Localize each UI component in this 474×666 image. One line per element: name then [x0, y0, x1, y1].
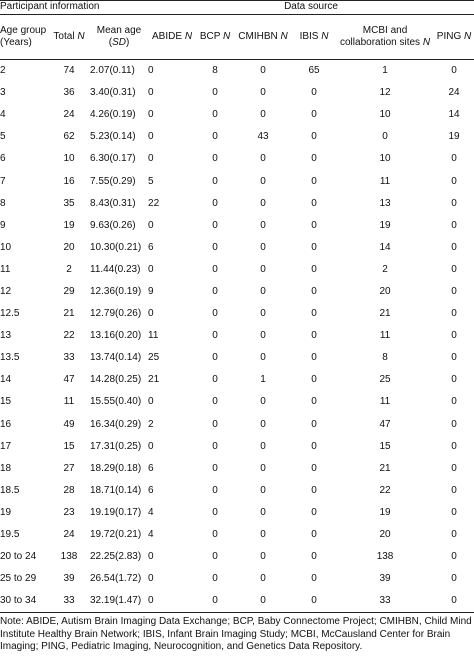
- mcbi-cell: 21: [379, 462, 391, 474]
- age-group-cell: 12: [0, 285, 12, 297]
- bcp-cell: 0: [212, 263, 218, 275]
- ibis-cell: 0: [311, 484, 317, 496]
- data-source-header: Data source: [148, 1, 474, 15]
- mcbi-cell: 19: [379, 219, 391, 231]
- mean-age-cell: 13.74(0.14): [90, 352, 142, 364]
- bcp-cell: 0: [212, 418, 218, 430]
- total-n-cell: 23: [63, 506, 75, 518]
- age-group-cell: 10: [0, 241, 12, 253]
- age-group-cell: 18: [0, 462, 12, 474]
- mean-age-cell: 2.07(0.11): [90, 65, 135, 77]
- total-n-cell: 22: [63, 330, 75, 342]
- mean-age-cell: 12.79(0.26): [90, 308, 142, 320]
- abide-cell: 0: [148, 263, 154, 275]
- cmihbn-cell: 0: [260, 506, 266, 518]
- mean-age-cell: 11.44(0.23): [90, 263, 141, 275]
- ibis-cell: 0: [311, 131, 317, 143]
- total-n-cell: 39: [63, 573, 75, 585]
- bcp-cell: 0: [212, 87, 218, 99]
- bcp-cell: 0: [212, 153, 218, 165]
- abide-cell: 4: [148, 506, 154, 518]
- cmihbn-cell: 0: [260, 65, 266, 77]
- table-row: [0, 480, 474, 502]
- cmihbn-cell: 0: [260, 352, 266, 364]
- total-n-cell: 62: [63, 131, 75, 143]
- abide-cell: 0: [148, 131, 154, 143]
- cmihbn-cell: 0: [260, 573, 266, 585]
- total-n-cell: 33: [63, 352, 75, 364]
- mcbi-cell: 10: [379, 109, 391, 121]
- cmihbn-cell: 0: [260, 109, 266, 121]
- mean-age-cell: 5.23(0.14): [90, 131, 136, 143]
- mean-age-cell: 16.34(0.29): [90, 418, 142, 430]
- mcbi-cell: 11: [379, 330, 391, 342]
- ibis-cell: 0: [311, 175, 317, 187]
- age-group-cell: 7: [0, 175, 6, 187]
- age-group-cell: 15: [0, 396, 12, 408]
- age-group-cell: 19.5: [0, 529, 20, 541]
- ibis-cell: 0: [311, 551, 317, 563]
- bcp-cell: 0: [212, 285, 218, 297]
- age-group-cell: 5: [0, 131, 6, 143]
- total-n-cell: 29: [63, 285, 75, 297]
- abide-cell: 0: [148, 396, 154, 408]
- mcbi-cell: 12: [379, 87, 391, 99]
- table-body: [0, 60, 474, 613]
- abide-cell: 0: [148, 440, 154, 452]
- bcp-cell: 0: [212, 197, 218, 209]
- total-n-cell: 24: [63, 529, 75, 541]
- ibis-cell: 65: [308, 65, 320, 77]
- total-n-cell: 33: [48, 590, 90, 613]
- ping-cell: 0: [451, 551, 457, 563]
- bcp-cell: 0: [212, 175, 218, 187]
- ping-cell: 0: [451, 374, 457, 386]
- total-n-cell: 49: [63, 418, 75, 430]
- total-n-cell: 36: [63, 87, 75, 99]
- table-row: [0, 193, 474, 215]
- ibis-cell: 0: [311, 506, 317, 518]
- group-header-row: [0, 1, 474, 15]
- table-row: [0, 590, 474, 613]
- mcbi-cell: 20: [379, 529, 391, 541]
- table-row: [0, 391, 474, 413]
- age-group-cell: 2: [0, 65, 6, 77]
- mcbi-cell: 11: [379, 396, 391, 408]
- cmihbn-cell: 0: [260, 551, 266, 563]
- ibis-cell: 0: [311, 87, 317, 99]
- bcp-cell: 0: [212, 219, 218, 231]
- abide-cell: 21: [148, 374, 160, 386]
- mcbi-cell: 11: [379, 175, 391, 187]
- ping-cell: 0: [451, 285, 457, 297]
- bcp-cell: 0: [212, 440, 218, 452]
- ibis-cell: 0: [311, 197, 317, 209]
- table-row: [0, 60, 474, 83]
- table-row: [0, 568, 474, 590]
- age-group-cell: 11: [0, 263, 11, 275]
- mcbi-cell: 10: [379, 153, 391, 165]
- participant-information-header: Participant information: [0, 1, 148, 15]
- ibis-cell: 0: [292, 590, 336, 613]
- table-row: [0, 524, 474, 546]
- mean-age-cell: 18.29(0.18): [90, 462, 142, 474]
- total-n-cell: 138: [60, 551, 78, 563]
- mean-age-cell: 19.19(0.17): [90, 506, 142, 518]
- abide-cell: 2: [148, 418, 154, 430]
- ibis-cell: 0: [311, 109, 317, 121]
- total-n-cell: 15: [63, 440, 75, 452]
- age-group-cell: 9: [0, 219, 6, 231]
- ping-cell: 19: [448, 131, 460, 143]
- total-n-header: Total N: [48, 15, 90, 60]
- ibis-cell: 0: [311, 219, 317, 231]
- table-row: [0, 148, 474, 170]
- table-row: [0, 502, 474, 524]
- mean-age-cell: 17.31(0.25): [90, 440, 142, 452]
- ibis-header: IBIS N: [292, 15, 336, 60]
- bcp-cell: 0: [212, 241, 218, 253]
- table-row: [0, 82, 474, 104]
- ping-cell: 24: [448, 87, 460, 99]
- mean-age-cell: 32.19(1.47): [90, 590, 148, 613]
- ibis-cell: 0: [311, 330, 317, 342]
- ibis-cell: 0: [311, 285, 317, 297]
- abide-cell: 0: [148, 109, 154, 121]
- total-n-cell: 35: [63, 197, 75, 209]
- bcp-cell: 0: [212, 551, 218, 563]
- mcbi-cell: 25: [379, 374, 391, 386]
- abide-cell: 0: [148, 153, 154, 165]
- table-row: [0, 325, 474, 347]
- abide-cell: 5: [148, 175, 154, 187]
- total-n-cell: 47: [63, 374, 75, 386]
- mean-age-cell: 26.54(1.72): [90, 573, 142, 585]
- age-group-cell: 13.5: [0, 352, 20, 364]
- cmihbn-header: CMIHBN N: [234, 15, 292, 60]
- bcp-header: BCP N: [196, 15, 234, 60]
- table-row: [0, 369, 474, 391]
- total-n-cell: 19: [63, 219, 75, 231]
- table-note: Note: ABIDE, Autism Brain Imaging Data Exchange; BCP, Baby Connectome Project; CMIHBN, Child Mind Institute Healthy Brain Network; IBIS, Infant Brain Imaging Study; MCBI, McCausland Center for Brain Imaging; PING, Pediatric Imaging, Neurocognition, and Genetics Data Repository.: [0, 616, 472, 653]
- mean-age-cell: 22.25(2.83): [90, 551, 142, 563]
- bcp-cell: 0: [212, 131, 218, 143]
- ping-cell: 0: [451, 352, 457, 364]
- mcbi-cell: 39: [379, 573, 391, 585]
- ibis-cell: 0: [311, 153, 317, 165]
- mcbi-cell: 14: [379, 241, 391, 253]
- ibis-cell: 0: [311, 573, 317, 585]
- cmihbn-cell: 0: [260, 418, 266, 430]
- column-header-row: [0, 15, 474, 60]
- abide-cell: 6: [148, 241, 154, 253]
- cmihbn-cell: 0: [260, 462, 266, 474]
- ibis-cell: 0: [311, 308, 317, 320]
- table-row: [0, 436, 474, 458]
- mean-age-cell: 13.16(0.20): [90, 330, 142, 342]
- cmihbn-cell: 0: [260, 197, 266, 209]
- table-row: [0, 281, 474, 303]
- bcp-cell: 0: [212, 573, 218, 585]
- total-n-cell: 27: [63, 462, 75, 474]
- mcbi-cell: 19: [379, 506, 391, 518]
- age-group-cell: 3: [0, 87, 6, 99]
- ping-cell: 0: [434, 590, 474, 613]
- age-group-cell: 12.5: [0, 308, 20, 320]
- mcbi-cell: 33: [336, 590, 434, 613]
- ibis-cell: 0: [311, 263, 317, 275]
- ping-cell: 0: [451, 418, 457, 430]
- age-group-cell: 25 to 29: [0, 573, 37, 585]
- ping-cell: 0: [451, 484, 457, 496]
- mean-age-cell: 7.55(0.29): [90, 175, 136, 187]
- mcbi-cell: 2: [382, 263, 388, 275]
- mean-age-header: Mean age (SD): [90, 15, 148, 60]
- ping-cell: 0: [451, 263, 457, 275]
- abide-cell: 0: [148, 308, 154, 320]
- mcbi-cell: 47: [379, 418, 391, 430]
- abide-cell: 25: [148, 352, 160, 364]
- table-row: [0, 546, 474, 568]
- table-row: [0, 303, 474, 325]
- ping-cell: 0: [451, 308, 457, 320]
- mcbi-header: MCBI and collaboration sites N: [336, 15, 434, 60]
- total-n-cell: 20: [63, 241, 75, 253]
- total-n-cell: 74: [63, 65, 75, 77]
- table-row: [0, 104, 474, 126]
- table-row: [0, 126, 474, 148]
- table-row: [0, 259, 474, 281]
- ping-header: PING N: [434, 15, 474, 60]
- mcbi-cell: 20: [379, 285, 391, 297]
- table-row: [0, 347, 474, 369]
- table-row: [0, 458, 474, 480]
- abide-cell: 9: [148, 285, 154, 297]
- total-n-cell: 16: [63, 175, 75, 187]
- mean-age-cell: 10.30(0.21): [90, 241, 142, 253]
- cmihbn-cell: 0: [260, 285, 266, 297]
- mean-age-cell: 4.26(0.19): [90, 109, 136, 121]
- ping-cell: 0: [451, 440, 457, 452]
- table-row: [0, 237, 474, 259]
- mcbi-cell: 22: [379, 484, 391, 496]
- abide-header: ABIDE N: [148, 15, 196, 60]
- ping-cell: 0: [451, 65, 457, 77]
- abide-cell: 0: [148, 65, 154, 77]
- mcbi-cell: 138: [376, 551, 394, 563]
- bcp-cell: 0: [196, 590, 234, 613]
- ping-cell: 0: [451, 462, 457, 474]
- total-n-cell: 10: [63, 153, 75, 165]
- bcp-cell: 0: [212, 396, 218, 408]
- mean-age-cell: 9.63(0.26): [90, 219, 136, 231]
- cmihbn-cell: 43: [257, 131, 269, 143]
- ibis-cell: 0: [311, 374, 317, 386]
- bcp-cell: 0: [212, 484, 218, 496]
- abide-cell: 6: [148, 462, 154, 474]
- abide-cell: 0: [148, 573, 154, 585]
- mcbi-cell: 15: [379, 440, 391, 452]
- mean-age-cell: 14.28(0.25): [90, 374, 142, 386]
- cmihbn-cell: 0: [260, 241, 266, 253]
- ping-cell: 14: [448, 109, 460, 121]
- cmihbn-cell: 0: [260, 219, 266, 231]
- abide-cell: 11: [148, 330, 159, 342]
- mcbi-cell: 13: [379, 197, 391, 209]
- age-group-cell: 20 to 24: [0, 551, 37, 563]
- bcp-cell: 0: [212, 506, 218, 518]
- bcp-cell: 0: [212, 374, 218, 386]
- cmihbn-cell: 0: [260, 330, 266, 342]
- abide-cell: 0: [148, 87, 154, 99]
- age-group-cell: 6: [0, 153, 6, 165]
- ibis-cell: 0: [311, 440, 317, 452]
- ibis-cell: 0: [311, 418, 317, 430]
- bcp-cell: 0: [212, 330, 218, 342]
- total-n-cell: 21: [63, 308, 75, 320]
- mean-age-cell: 6.30(0.17): [90, 153, 136, 165]
- abide-cell: 22: [148, 197, 160, 209]
- age-group-cell: 4: [0, 109, 6, 121]
- age-group-cell: 13: [0, 330, 12, 342]
- ping-cell: 0: [451, 396, 457, 408]
- ping-cell: 0: [451, 529, 457, 541]
- bcp-cell: 0: [212, 529, 218, 541]
- cmihbn-cell: 1: [260, 374, 266, 386]
- cmihbn-cell: 0: [260, 308, 266, 320]
- cmihbn-cell: 0: [260, 87, 266, 99]
- ping-cell: 0: [451, 506, 457, 518]
- bcp-cell: 0: [212, 109, 218, 121]
- ibis-cell: 0: [311, 462, 317, 474]
- cmihbn-cell: 0: [260, 263, 266, 275]
- bcp-cell: 8: [212, 65, 218, 77]
- bcp-cell: 0: [212, 308, 218, 320]
- mcbi-cell: 21: [379, 308, 391, 320]
- ibis-cell: 0: [311, 529, 317, 541]
- abide-cell: 6: [148, 484, 154, 496]
- cmihbn-cell: 0: [260, 484, 266, 496]
- total-n-cell: 2: [66, 263, 72, 275]
- table-row: [0, 215, 474, 237]
- mcbi-cell: 0: [382, 131, 388, 143]
- mean-age-cell: 12.36(0.19): [90, 285, 142, 297]
- mcbi-cell: 1: [382, 65, 388, 77]
- mean-age-cell: 15.55(0.40): [90, 396, 142, 408]
- abide-cell: 0: [148, 590, 196, 613]
- abide-cell: 0: [148, 551, 154, 563]
- ping-cell: 0: [451, 241, 457, 253]
- age-group-header: Age group (Years): [0, 15, 48, 60]
- ping-cell: 0: [451, 153, 457, 165]
- ping-cell: 0: [451, 573, 457, 585]
- mean-age-cell: 18.71(0.14): [90, 484, 142, 496]
- abide-cell: 4: [148, 529, 154, 541]
- abide-cell: 0: [148, 219, 154, 231]
- cmihbn-cell: 0: [260, 396, 266, 408]
- cmihbn-cell: 0: [260, 440, 266, 452]
- table-row: [0, 170, 474, 192]
- age-group-cell: 8: [0, 197, 6, 209]
- mean-age-cell: 3.40(0.31): [90, 87, 136, 99]
- total-n-cell: 24: [63, 109, 75, 121]
- ibis-cell: 0: [311, 352, 317, 364]
- cmihbn-cell: 0: [260, 153, 266, 165]
- ping-cell: 0: [451, 175, 457, 187]
- mean-age-cell: 8.43(0.31): [90, 197, 136, 209]
- ibis-cell: 0: [311, 396, 317, 408]
- bcp-cell: 0: [212, 462, 218, 474]
- ping-cell: 0: [451, 330, 457, 342]
- cmihbn-cell: 0: [260, 175, 266, 187]
- age-group-cell: 14: [0, 374, 12, 386]
- mcbi-cell: 8: [382, 352, 388, 364]
- table-row: [0, 414, 474, 436]
- mean-age-cell: 19.72(0.21): [90, 529, 142, 541]
- cmihbn-cell: 0: [234, 590, 292, 613]
- ibis-cell: 0: [311, 241, 317, 253]
- total-n-cell: 28: [63, 484, 75, 496]
- total-n-cell: 11: [63, 396, 75, 408]
- age-group-cell: 19: [0, 506, 12, 518]
- ping-cell: 0: [451, 219, 457, 231]
- bcp-cell: 0: [212, 352, 218, 364]
- cmihbn-cell: 0: [260, 529, 266, 541]
- ping-cell: 0: [451, 197, 457, 209]
- age-group-cell: 16: [0, 418, 12, 430]
- age-group-cell: 30 to 34: [0, 590, 48, 613]
- age-group-cell: 17: [0, 440, 12, 452]
- age-group-cell: 18.5: [0, 484, 20, 496]
